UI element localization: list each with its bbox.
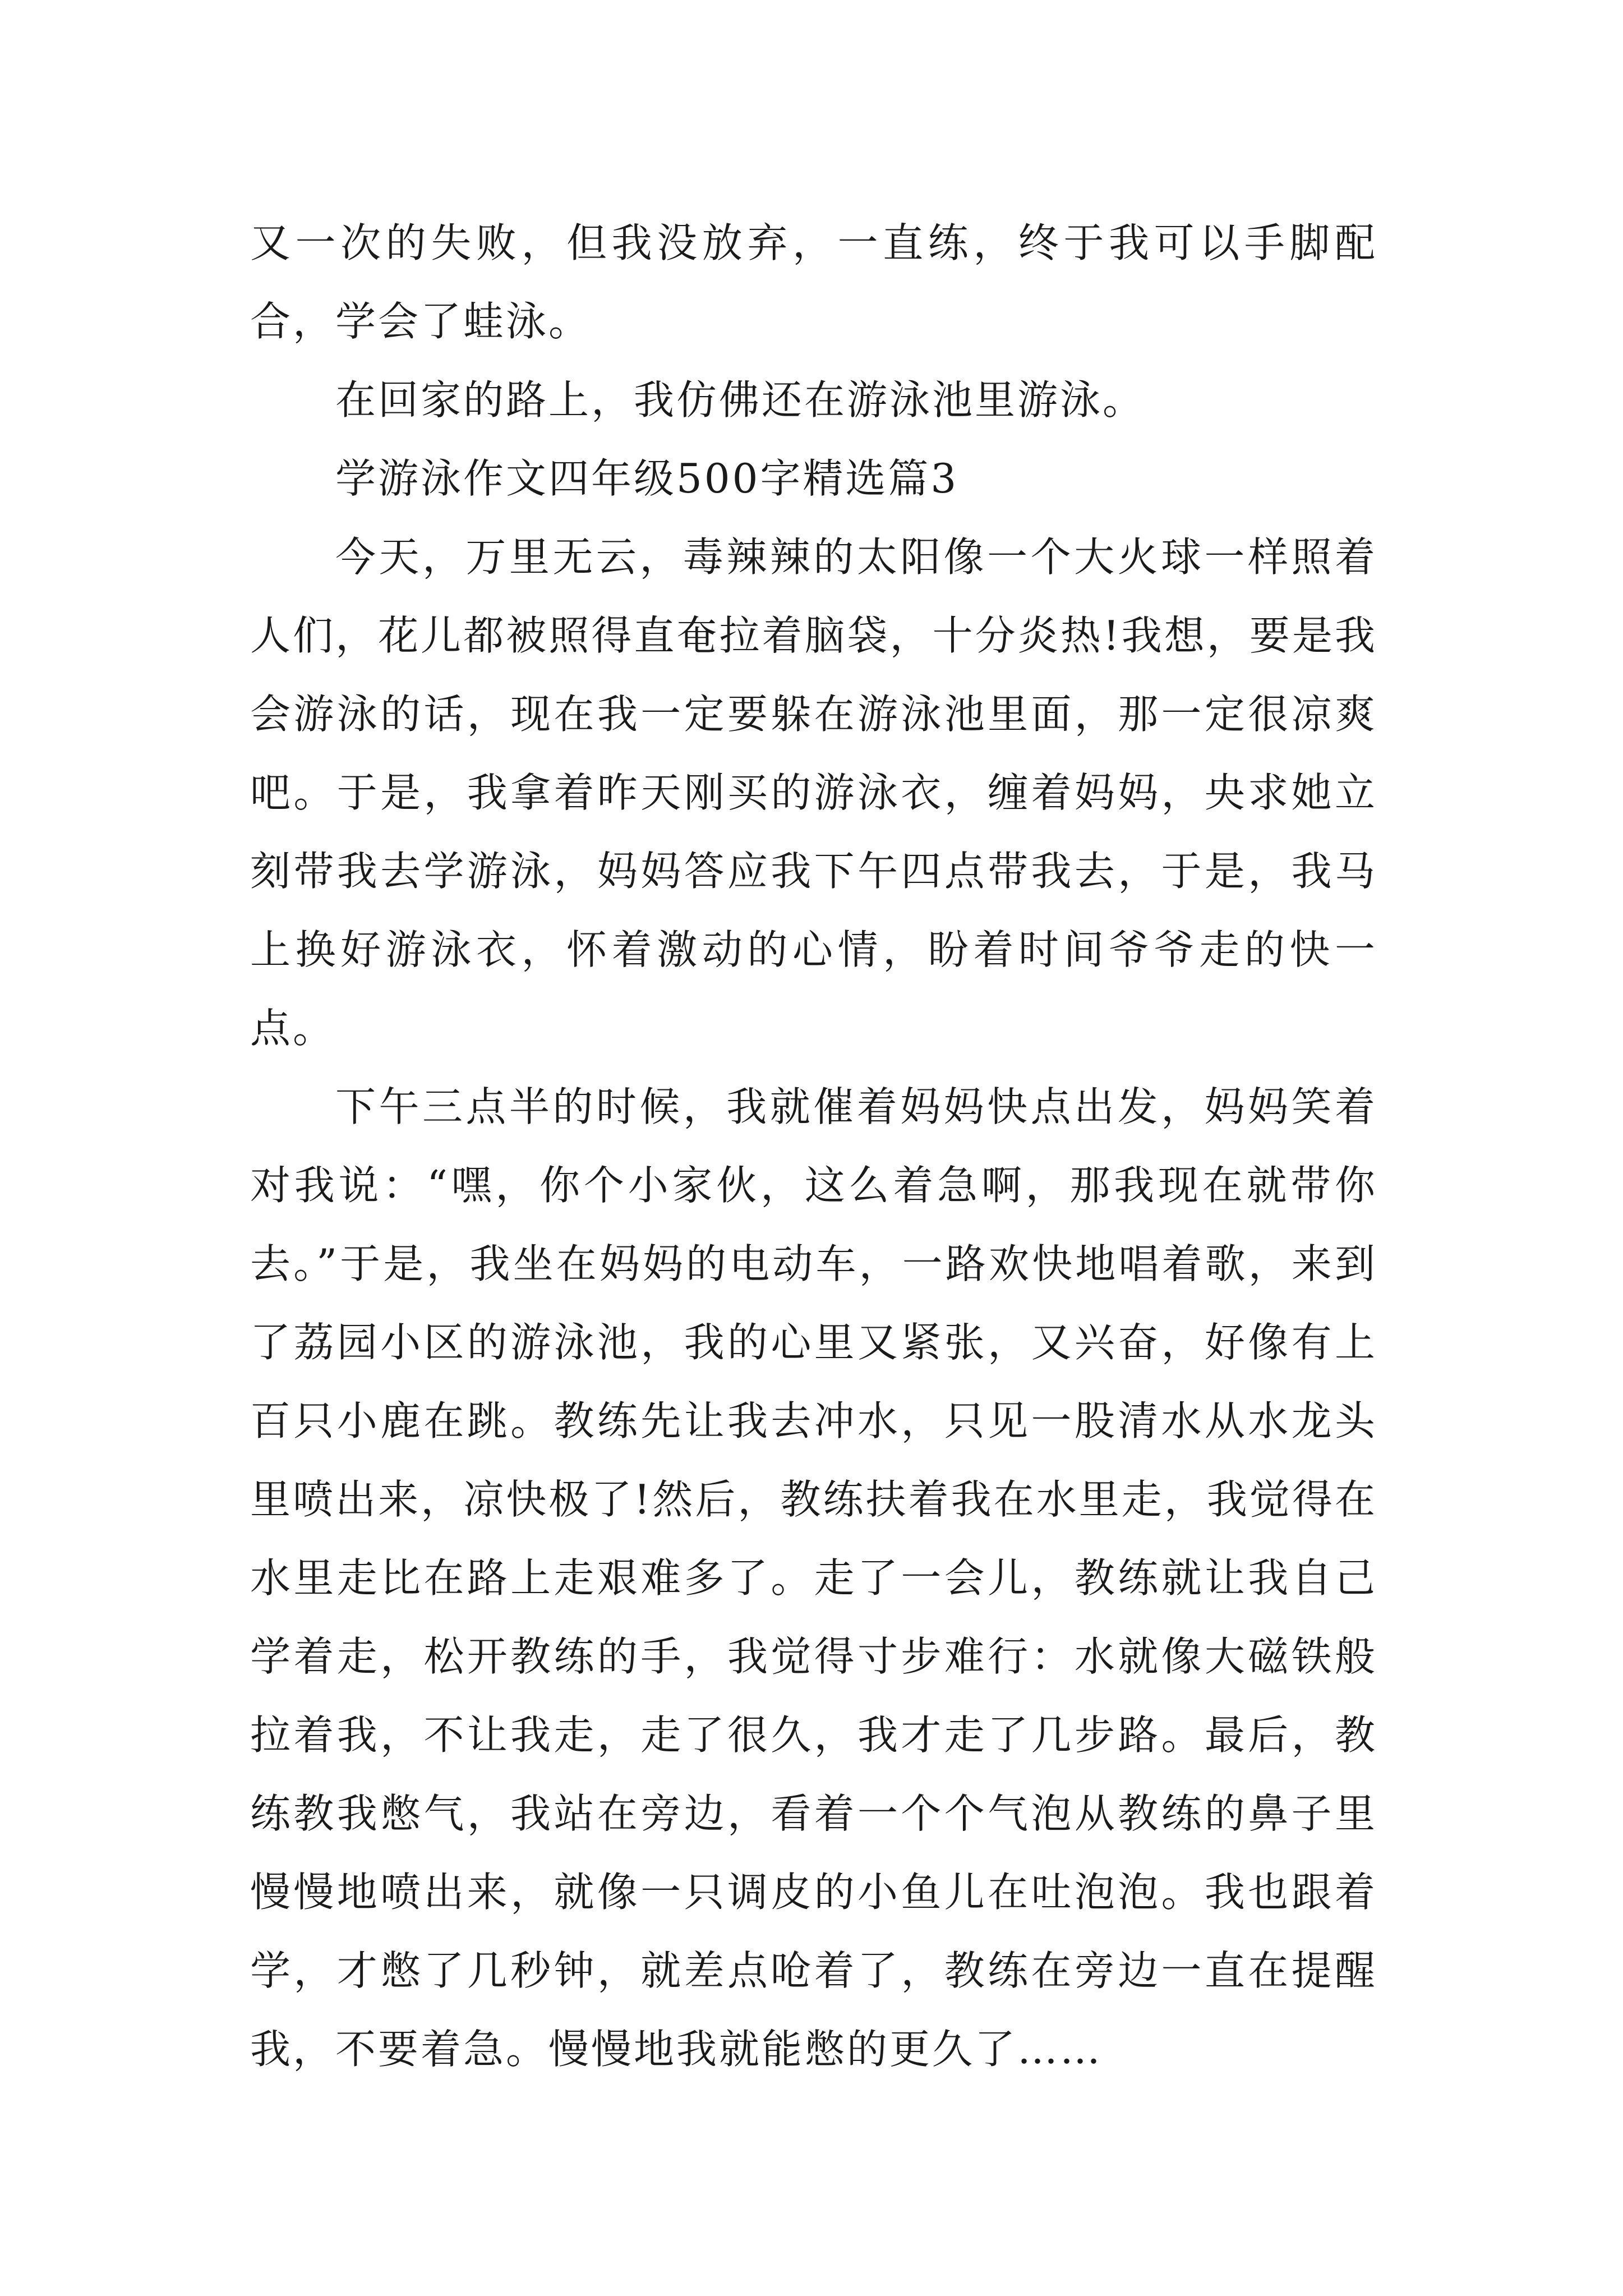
paragraph-continued: 又一次的失败，但我没放弃，一直练，终于我可以手脚配合，学会了蛙泳。 xyxy=(250,219,1377,345)
document-body xyxy=(250,204,1377,2088)
paragraph-hot-day: 今天，万里无云，毒辣辣的太阳像一个大火球一样照着人们，花儿都被照得直奄拉着脑袋，十分炎热!我想，要是我会游泳的话，现在我一定要躲在游泳池里面，那一定很凉爽吧。于是，我拿着昨天刚买的游泳衣，缠着妈妈，央求她立刻带我去学游泳，妈妈答应我下午四点带我去，于是，我马上换好游泳衣，怀着激动的心情，盼着时间爷爷走的快一点。 xyxy=(250,533,1377,1052)
paragraph-going-home: 在回家的路上，我仿佛还在游泳池里游泳。 xyxy=(335,376,1146,424)
essay-heading: 学游泳作文四年级500字精选篇3 xyxy=(335,455,959,502)
paragraph-learning-swim: 下午三点半的时候，我就催着妈妈快点出发，妈妈笑着对我说：“嘿，你个小家伙，这么着急啊，那我现在就带你去。”于是，我坐在妈妈的电动车，一路欢快地唱着歌，来到了荔园小区的游泳池，我的心里又紧张，又兴奋，好像有上百只小鹿在跳。教练先让我去冲水，只见一股清水从水龙头里喷出来，凉快极了!然后，教练扶着我在水里走，我觉得在水里走比在路上走艰难多了。走了一会儿，教练就让我自己学着走，松开教练的手，我觉得寸步难行：水就像大磁铁般拉着我，不让我走，走了很久，我才走了几步路。最后，教练教我憋气，我站在旁边，看着一个个气泡从教练的鼻子里慢慢地喷出来，就像一只调皮的小鱼儿在吐泡泡。我也跟着学，才憋了几秒钟，就差点呛着了，教练在旁边一直在提醒我，不要着急。慢慢地我就能憋的更久了…… xyxy=(250,1083,1377,2073)
